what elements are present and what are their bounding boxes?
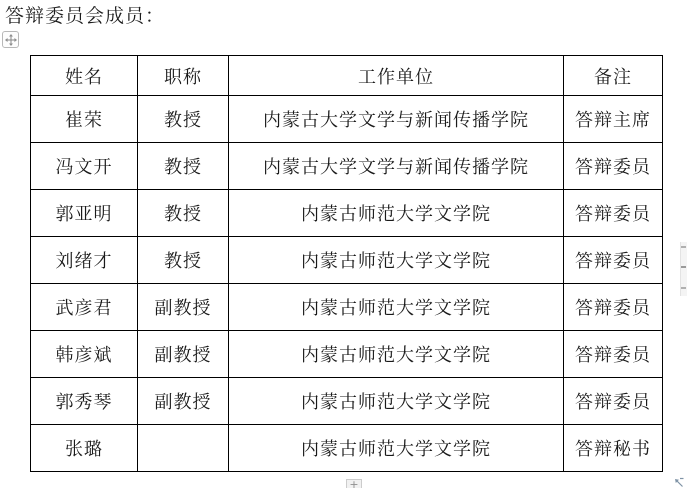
move-arrows-icon — [5, 34, 17, 46]
cell-title[interactable] — [138, 425, 229, 472]
cell-name[interactable]: 韩彦斌 — [31, 331, 138, 378]
cell-remark[interactable]: 答辩主席 — [564, 96, 663, 143]
cell-name[interactable]: 刘绪才 — [31, 237, 138, 284]
col-header-title[interactable]: 职称 — [138, 56, 229, 96]
col-header-name[interactable]: 姓名 — [31, 56, 138, 96]
cell-remark[interactable]: 答辩委员 — [564, 143, 663, 190]
table-body — [31, 96, 663, 472]
table-insert-marker[interactable]: + — [346, 479, 362, 488]
table-header-row — [31, 56, 663, 96]
cell-remark[interactable]: 答辩委员 — [564, 378, 663, 425]
scrollbar-mark — [681, 287, 686, 289]
table-move-handle[interactable] — [2, 31, 19, 48]
scrollbar-mark — [681, 246, 686, 248]
cell-title[interactable]: 副教授 — [138, 284, 229, 331]
scrollbar-mark — [681, 266, 686, 268]
table-row — [31, 190, 663, 237]
cell-name[interactable]: 武彦君 — [31, 284, 138, 331]
cell-name[interactable]: 崔荣 — [31, 96, 138, 143]
cell-title[interactable]: 教授 — [138, 96, 229, 143]
table-row — [31, 331, 663, 378]
table-row — [31, 284, 663, 331]
diagonal-arrow-icon — [673, 476, 685, 488]
cell-name[interactable]: 郭秀琴 — [31, 378, 138, 425]
table-row — [31, 96, 663, 143]
cell-unit[interactable]: 内蒙古师范大学文学院 — [229, 237, 564, 284]
table-row — [31, 425, 663, 472]
cell-unit[interactable]: 内蒙古师范大学文学院 — [229, 378, 564, 425]
table-row — [31, 143, 663, 190]
cell-title[interactable]: 副教授 — [138, 378, 229, 425]
cell-title[interactable]: 教授 — [138, 237, 229, 284]
committee-table — [30, 55, 663, 472]
cell-remark[interactable]: 答辩委员 — [564, 284, 663, 331]
cell-remark[interactable]: 答辩委员 — [564, 237, 663, 284]
table-resize-handle[interactable] — [673, 476, 685, 488]
cell-name[interactable]: 冯文开 — [31, 143, 138, 190]
cell-unit[interactable]: 内蒙古师范大学文学院 — [229, 190, 564, 237]
cell-name[interactable]: 张璐 — [31, 425, 138, 472]
cell-unit[interactable]: 内蒙古师范大学文学院 — [229, 425, 564, 472]
cell-remark[interactable]: 答辩秘书 — [564, 425, 663, 472]
scrollbar-partial[interactable] — [680, 242, 687, 296]
cell-title[interactable]: 副教授 — [138, 331, 229, 378]
cell-remark[interactable]: 答辩委员 — [564, 331, 663, 378]
col-header-unit[interactable]: 工作单位 — [229, 56, 564, 96]
table-row — [31, 378, 663, 425]
cell-unit[interactable]: 内蒙古师范大学文学院 — [229, 331, 564, 378]
cell-unit[interactable]: 内蒙古大学文学与新闻传播学院 — [229, 143, 564, 190]
cell-unit[interactable]: 内蒙古师范大学文学院 — [229, 284, 564, 331]
cell-name[interactable]: 郭亚明 — [31, 190, 138, 237]
cell-title[interactable]: 教授 — [138, 190, 229, 237]
cell-title[interactable]: 教授 — [138, 143, 229, 190]
table-row — [31, 237, 663, 284]
col-header-remark[interactable]: 备注 — [564, 56, 663, 96]
cell-remark[interactable]: 答辩委员 — [564, 190, 663, 237]
cell-unit[interactable]: 内蒙古大学文学与新闻传播学院 — [229, 96, 564, 143]
document-title[interactable]: 答辩委员会成员： — [5, 6, 166, 27]
